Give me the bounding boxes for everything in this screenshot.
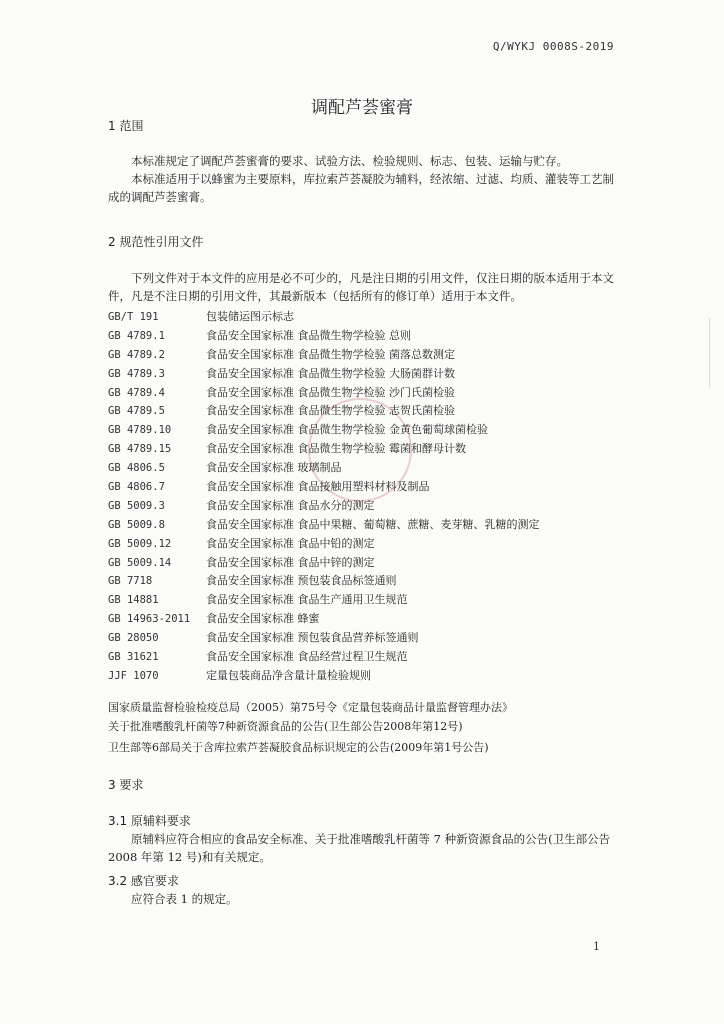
section-3-heading: 3 要求 xyxy=(108,778,144,792)
reference-code: GB 28050 xyxy=(108,632,159,645)
reference-announcement: 卫生部等6部局关于含库拉索芦荟凝胶食品标识规定的公告(2009年第1号公告) xyxy=(108,741,489,754)
reference-code: GB 4806.5 xyxy=(108,462,165,475)
reference-title: 食品安全国家标准 食品微生物学检验 志贺氏菌检验 xyxy=(206,404,455,418)
reference-item xyxy=(108,497,618,516)
reference-title: 食品安全国家标准 食品生产通用卫生规范 xyxy=(206,593,408,607)
reference-title: 包装储运图示标志 xyxy=(206,310,294,323)
section-3-2-para: 应符合表 1 的规定。 xyxy=(131,892,238,906)
section-3-1-para: 原辅料应符合相应的食品安全标准、关于批准嗜酸乳杆菌等 7 种新资源食品的公告(卫生部公告 2008 年第 12 号)和有关规定。 xyxy=(108,832,611,864)
document-title: 调配芦荟蜜膏 xyxy=(311,98,413,118)
reference-title: 食品安全国家标准 食品中果糖、葡萄糖、蔗糖、麦芽糖、乳糖的测定 xyxy=(206,517,540,531)
reference-code: GB 14963-2011 xyxy=(108,613,191,626)
reference-code: GB 4789.5 xyxy=(108,405,165,418)
reference-item xyxy=(108,308,618,327)
reference-title: 定量包装商品净含量计量检验规则 xyxy=(206,668,371,682)
reference-item xyxy=(108,440,618,459)
edge-mark xyxy=(709,318,724,388)
reference-code: GB 4806.7 xyxy=(108,481,165,494)
reference-title: 食品安全国家标准 食品中铅的测定 xyxy=(206,536,375,550)
reference-title: 食品安全国家标准 食品水分的测定 xyxy=(206,498,375,512)
reference-title: 食品安全国家标准 食品微生物学检验 菌落总数测定 xyxy=(206,347,455,361)
reference-item xyxy=(108,629,618,648)
section-2-heading: 2 规范性引用文件 xyxy=(108,235,204,249)
reference-item xyxy=(108,459,618,478)
reference-code: GB 4789.15 xyxy=(108,443,172,456)
reference-item xyxy=(108,648,618,667)
reference-code: GB 31621 xyxy=(108,651,159,664)
reference-code: GB/T 191 xyxy=(108,311,159,323)
reference-code: JJF 1070 xyxy=(108,669,159,682)
reference-item xyxy=(108,478,618,497)
reference-code: GB 4789.4 xyxy=(108,386,165,399)
reference-item xyxy=(108,667,618,686)
section-1-heading: 1 范围 xyxy=(108,119,144,133)
reference-item xyxy=(108,554,618,573)
section-2-intro: 下列文件对于本文件的应用是必不可少的，凡是注日期的引用文件，仅注日期的版本适用于本文件，凡是不注日期的引用文件，其最新版本（包括所有的修订单）适用于本文件。 xyxy=(108,271,614,303)
reference-title: 食品安全国家标准 预包装食品营养标签通则 xyxy=(206,631,419,645)
standard-code: Q/WYKJ 0008S-2019 xyxy=(492,40,614,53)
reference-item xyxy=(108,535,618,554)
reference-title: 食品安全国家标准 食品接触用塑料材料及制品 xyxy=(206,480,430,494)
reference-item xyxy=(108,591,618,610)
reference-code: GB 5009.12 xyxy=(108,537,172,550)
reference-item xyxy=(108,346,618,365)
reference-announcement: 关于批准嗜酸乳杆菌等7种新资源食品的公告(卫生部公告2008年第12号) xyxy=(108,720,463,733)
reference-code: GB 14881 xyxy=(108,594,159,607)
reference-item xyxy=(108,327,618,346)
reference-title: 食品安全国家标准 食品微生物学检验 金黄色葡萄球菌检验 xyxy=(206,423,488,437)
reference-code: GB 5009.14 xyxy=(108,556,172,569)
reference-title: 食品安全国家标准 蜂蜜 xyxy=(206,612,320,626)
reference-item xyxy=(108,610,618,629)
reference-code: GB 4789.2 xyxy=(108,348,165,361)
section-1-para-1: 本标准规定了调配芦荟蜜膏的要求、试验方法、检验规则、标志、包装、运输与贮存。 xyxy=(131,154,568,168)
page-number: 1 xyxy=(593,940,600,953)
reference-regulation: 国家质量监督检验检疫总局（2005）第75号令《定量包装商品计量监督管理办法》 xyxy=(108,701,513,714)
reference-title: 食品安全国家标准 玻璃制品 xyxy=(206,461,342,475)
reference-title: 食品安全国家标准 食品中锌的测定 xyxy=(206,555,375,569)
reference-title: 食品安全国家标准 食品微生物学检验 霉菌和酵母计数 xyxy=(206,442,466,456)
reference-item xyxy=(108,516,618,535)
reference-code: GB 4789.1 xyxy=(108,329,165,342)
reference-code: GB 5009.3 xyxy=(108,499,165,512)
section-3-1-heading: 3.1 原辅料要求 xyxy=(108,814,191,828)
reference-list xyxy=(108,308,618,686)
reference-title: 食品安全国家标准 预包装食品标签通则 xyxy=(206,574,397,588)
reference-code: GB 5009.8 xyxy=(108,518,165,531)
reference-title: 食品安全国家标准 食品微生物学检验 大肠菌群计数 xyxy=(206,366,455,380)
reference-title: 食品安全国家标准 食品微生物学检验 沙门氏菌检验 xyxy=(206,385,455,399)
reference-item xyxy=(108,384,618,403)
section-3-2-heading: 3.2 感官要求 xyxy=(108,874,179,888)
reference-title: 食品安全国家标准 食品经营过程卫生规范 xyxy=(206,650,408,664)
reference-code: GB 7718 xyxy=(108,575,153,588)
reference-title: 食品安全国家标准 食品微生物学检验 总则 xyxy=(206,328,411,342)
reference-code: GB 4789.3 xyxy=(108,367,165,380)
section-1-para-2: 本标准适用于以蜂蜜为主要原料，库拉索芦荟凝胶为辅料，经浓缩、过滤、均质、灌装等工艺制成的调配芦荟蜜膏。 xyxy=(108,172,614,204)
reference-item xyxy=(108,421,618,440)
reference-item xyxy=(108,572,618,591)
reference-item xyxy=(108,402,618,421)
reference-code: GB 4789.10 xyxy=(108,424,172,437)
reference-item xyxy=(108,365,618,384)
